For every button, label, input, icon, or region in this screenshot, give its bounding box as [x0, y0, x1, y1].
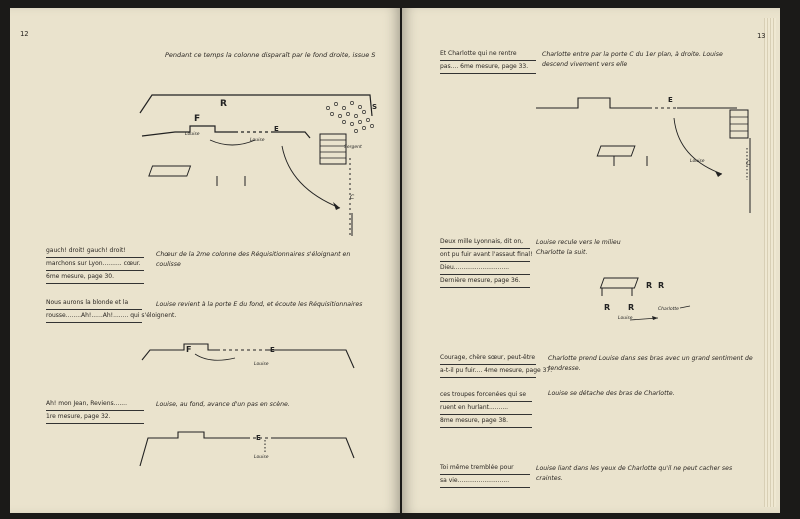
- label-f: F: [194, 114, 201, 124]
- label-louise-c: Louise: [254, 362, 269, 367]
- label-c-r1: C: [746, 160, 751, 167]
- stage-direction-r3: Charlotte prend Louise dans ses bras avec un grand sentiment de tendresse.: [548, 355, 753, 372]
- label-louise-r1: Louise: [690, 159, 705, 164]
- stage-diagram-r2: [402, 270, 780, 330]
- label-s: S: [372, 103, 378, 111]
- stage-direction-r1: Charlotte entre par la porte C du 1er plan, à droite. Louise descend vivement vers elle: [542, 51, 723, 68]
- label-louise-r2: Louise: [618, 316, 633, 321]
- music-cue-2: Nous aurons la blonde et la rousse........Ah!......Ah!........ qui s'éloignent.: [46, 297, 142, 323]
- label-sergent: Sergent: [344, 145, 362, 150]
- label-r-r2c: R: [604, 303, 611, 312]
- stage-diagram-3: [10, 426, 400, 506]
- stage-direction-top: Pendant ce temps la colonne disparaît par le fond droite, issue S: [165, 51, 376, 59]
- label-e-r1: E: [668, 96, 673, 104]
- stage-direction-r2: Louise recule vers le milieu Charlotte la suit.: [536, 239, 621, 256]
- label-charlotte: Charlotte: [658, 307, 679, 312]
- label-r-r2d: R: [628, 303, 635, 312]
- label-e: E: [274, 125, 279, 133]
- label-louise-a: Louise: [185, 132, 200, 137]
- label-r-r2b: R: [658, 281, 665, 290]
- music-cue-r2: Deux mille Lyonnais, dit on, ont pu fuir avant l'assaut final! Dieu............................. Dernière mesure, page 36.: [440, 236, 530, 288]
- left-page: [10, 8, 400, 513]
- music-cue-r4: ces troupes forcenées qui se ruent en hurlant.......... 8me mesure, page 38.: [440, 389, 532, 428]
- label-louise-b: Louise: [250, 138, 265, 143]
- page-number-left: 12: [20, 30, 29, 38]
- stage-direction-1: Chœur de la 2me colonne des Réquisitionnaires s'éloignant en coulisse: [156, 251, 351, 268]
- music-cue-r5: Toi même tremblée pour sa vie...........................: [440, 462, 530, 488]
- label-r-r2a: R: [646, 281, 653, 290]
- label-c: C: [350, 194, 355, 201]
- page-number-right: 13: [757, 32, 766, 40]
- stage-direction-2: Louise revient à la porte E du fond, et écoute les Réquisitionnaires: [156, 301, 363, 308]
- label-r: R: [220, 99, 227, 109]
- music-cue-r3: Courage, chère sœur, peut-être a-t-il pu fuir.... 4me mesure, page 37.: [440, 352, 536, 378]
- right-page: [402, 8, 780, 513]
- label-e2: E: [270, 346, 275, 354]
- stage-direction-r5: Louise liant dans les yeux de Charlotte qu'il ne peut cacher ses craintes.: [536, 465, 733, 482]
- stage-diagram-1: [10, 8, 400, 238]
- label-e3: E: [256, 434, 261, 442]
- label-louise-d: Louise: [254, 455, 269, 460]
- stage-diagram-r1: [402, 88, 780, 228]
- music-cue-r1: Et Charlotte qui ne rentre pas.... 6me mesure, page 33.: [440, 48, 536, 74]
- stage-direction-3: Louise, au fond, avance d'un pas en scène.: [156, 401, 290, 408]
- label-f2: F: [186, 345, 192, 354]
- music-cue-3: Ah! mon Jean, Reviens....... 1re mesure, page 32.: [46, 398, 144, 424]
- stage-direction-r4: Louise se détache des bras de Charlotte.: [548, 390, 675, 397]
- music-cue-1: gauch! droit! gauch! droit! marchons sur Lyon.......... cœur. 6me mesure, page 30.: [46, 245, 144, 284]
